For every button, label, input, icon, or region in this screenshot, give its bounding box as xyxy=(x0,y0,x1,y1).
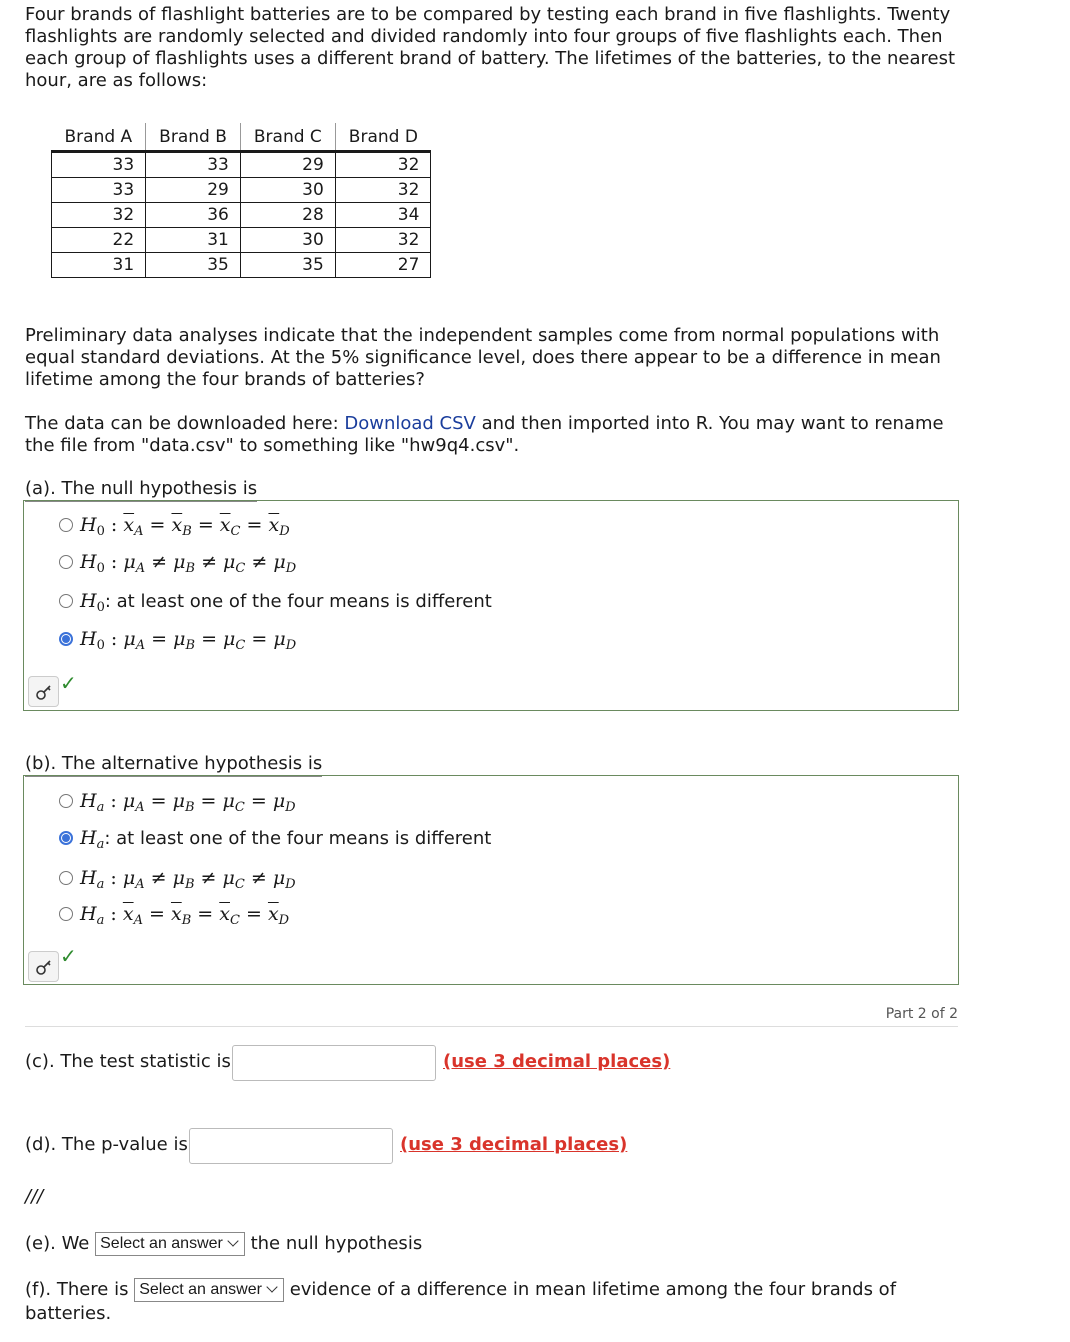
radio-button[interactable] xyxy=(59,794,73,808)
part-d-label: (d). The p-value is xyxy=(25,1134,188,1155)
table-cell: 36 xyxy=(146,203,241,228)
part-f-after: evidence of a difference in mean lifetime among the four brands of batteries. xyxy=(25,1279,897,1324)
table-cell: 34 xyxy=(335,203,431,228)
radio-button-selected[interactable] xyxy=(59,831,73,845)
option-text: : at least one of the four means is different xyxy=(104,590,492,612)
h0-mu-equal: $H_0$ : $\mu_A = \mu_B = \mu_C = \mu_D$ xyxy=(80,628,297,653)
ha-mu-equal: $H_a$ : $\mu_A = \mu_B = \mu_C = \mu_D$ xyxy=(80,790,296,815)
part-c-hint[interactable]: (use 3 decimal places) xyxy=(443,1051,671,1072)
select-value: Select an answer xyxy=(100,1235,223,1252)
part-a-option-4[interactable] xyxy=(59,625,296,653)
table-header-row xyxy=(52,123,431,152)
part-c-label: (c). The test statistic is xyxy=(25,1051,231,1072)
table-cell: 35 xyxy=(240,253,335,278)
correct-check-icon: ✓ xyxy=(60,671,77,695)
part-b-label: (b). The alternative hypothesis is xyxy=(25,753,322,777)
radio-button-selected[interactable] xyxy=(59,632,73,646)
table-cell: 30 xyxy=(240,178,335,203)
part-e-label: (e). We xyxy=(25,1233,90,1254)
table-cell: 30 xyxy=(240,228,335,253)
separator: /// xyxy=(25,1186,44,1207)
part-b-option-4[interactable] xyxy=(59,900,289,928)
test-statistic-input[interactable] xyxy=(232,1045,436,1081)
key-icon-button[interactable] xyxy=(28,951,59,982)
table-cell: 32 xyxy=(52,203,146,228)
table-row xyxy=(52,178,431,203)
part-a-box xyxy=(23,500,959,711)
table-cell: 31 xyxy=(52,253,146,278)
part-f-label: (f). There is xyxy=(25,1279,129,1300)
part-b-box xyxy=(23,775,959,985)
part-a-option-2[interactable] xyxy=(59,548,296,576)
part-e-select[interactable] xyxy=(95,1232,245,1256)
chevron-down-icon xyxy=(266,1281,277,1292)
table-cell: 32 xyxy=(335,152,431,178)
table-cell: 33 xyxy=(146,152,241,178)
table-cell: 35 xyxy=(146,253,241,278)
table-cell: 33 xyxy=(52,152,146,178)
part-a-option-1[interactable] xyxy=(59,511,290,539)
radio-button[interactable] xyxy=(59,594,73,608)
correct-check-icon: ✓ xyxy=(60,944,77,968)
part-of-indicator: Part 2 of 2 xyxy=(885,1006,958,1022)
p-value-input[interactable] xyxy=(189,1128,393,1164)
key-icon xyxy=(34,957,54,977)
download-text-before: The data can be downloaded here: xyxy=(25,413,345,434)
table-cell: 29 xyxy=(240,152,335,178)
download-text xyxy=(25,413,965,457)
part-a-option-3[interactable]: $H_0$ : at least one of the four means is different xyxy=(59,587,492,615)
part-b-option-1[interactable] xyxy=(59,787,296,815)
ha-xbar-equal: $H_a$ : $\overline{x}_A = \overline{x}_B = \overline{x}_C = \overline{x}_D$ xyxy=(80,903,290,928)
download-text-after: and then imported into R. You may want to rename the file from "data.csv" to something like "hw9q4.csv". xyxy=(25,413,944,456)
header-brand-a: Brand A xyxy=(52,123,146,152)
radio-button[interactable] xyxy=(59,871,73,885)
key-icon xyxy=(34,682,54,702)
part-b-option-3[interactable] xyxy=(59,864,296,892)
part-b-option-2[interactable]: $H_a$ : at least one of the four means is different xyxy=(59,824,491,852)
table-cell: 31 xyxy=(146,228,241,253)
table-cell: 33 xyxy=(52,178,146,203)
table-cell: 27 xyxy=(335,253,431,278)
select-value: Select an answer xyxy=(139,1281,262,1298)
preliminary-text: Preliminary data analyses indicate that the independent samples come from normal populations with equal standard deviations. At the 5% significance level, does there appear to be a difference in mean lifetime among the four brands of batteries? xyxy=(25,325,941,390)
table-row xyxy=(52,228,431,253)
radio-button[interactable] xyxy=(59,907,73,921)
part-e-line xyxy=(25,1232,422,1256)
table-row xyxy=(52,152,431,178)
part-f-select[interactable] xyxy=(134,1278,284,1302)
header-brand-b: Brand B xyxy=(146,123,241,152)
part-f-line xyxy=(25,1278,925,1325)
table-cell: 32 xyxy=(335,228,431,253)
ha-mu-not-equal: $H_a$ : $\mu_A \ne \mu_B \ne \mu_C \ne \mu_D$ xyxy=(80,867,296,892)
key-icon-button[interactable] xyxy=(28,676,59,707)
part-d-hint[interactable]: (use 3 decimal places) xyxy=(400,1134,628,1155)
table-cell: 32 xyxy=(335,178,431,203)
table-cell: 29 xyxy=(146,178,241,203)
option-text: : at least one of the four means is different xyxy=(104,827,492,849)
divider xyxy=(25,1026,958,1027)
table-cell: 28 xyxy=(240,203,335,228)
battery-lifetime-table xyxy=(51,123,431,278)
download-csv-link[interactable]: Download CSV xyxy=(344,413,476,434)
part-e-after: the null hypothesis xyxy=(250,1233,423,1254)
header-brand-d: Brand D xyxy=(335,123,431,152)
header-brand-c: Brand C xyxy=(240,123,335,152)
h0-xbar-equal: $H_0$ : $\overline{x}_A = \overline{x}_B = \overline{x}_C = \overline{x}_D$ xyxy=(80,514,290,539)
table-row xyxy=(52,253,431,278)
radio-button[interactable] xyxy=(59,518,73,532)
h0-mu-not-equal: $H_0$ : $\mu_A \ne \mu_B \ne \mu_C \ne \mu_D$ xyxy=(80,551,297,576)
part-a-label: (a). The null hypothesis is xyxy=(25,478,257,502)
chevron-down-icon xyxy=(227,1235,238,1246)
radio-button[interactable] xyxy=(59,555,73,569)
table-cell: 22 xyxy=(52,228,146,253)
problem-intro: Four brands of flashlight batteries are to be compared by testing each brand in five flashlights. Twenty flashlights are randomly selected and divided randomly into four groups of five flashlights each. Then each group of flashlights uses a different brand of battery. The lifetimes of the batteries, to the nearest hour, are as follows: xyxy=(25,4,956,91)
table-row xyxy=(52,203,431,228)
